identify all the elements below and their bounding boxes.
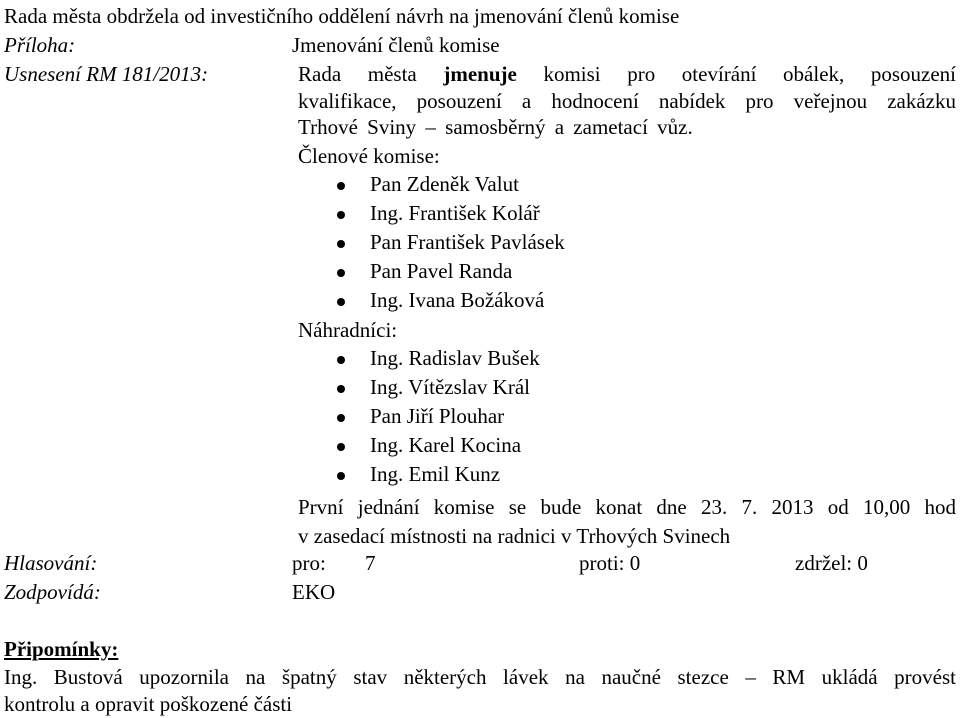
voting-label: Hlasování: [4, 551, 98, 575]
list-item: Pan Jiří Plouhar [370, 404, 505, 428]
responsible-label: Zodpovídá: [4, 580, 101, 604]
remarks-line-2: kontrolu a opravit poškozené části [4, 692, 293, 716]
list-item: Ing. Vítězslav Král [370, 375, 530, 399]
attachment-label: Příloha: [4, 33, 76, 57]
bullet-icon [337, 240, 345, 248]
list-item: Ing. Emil Kunz [370, 462, 501, 486]
voting-against: proti: 0 [579, 551, 641, 575]
list-item: Pan František Pavlásek [370, 230, 565, 254]
list-item: Pan Pavel Randa [370, 259, 513, 283]
responsible-value: EKO [292, 580, 336, 604]
voting-for-label: pro: [292, 551, 326, 575]
bullet-icon [337, 443, 345, 451]
substitutes-heading: Náhradníci: [298, 318, 398, 342]
meeting-line-1: První jednání komise se bude konat dne 23. 7. 2013 od 10,00 hod [298, 495, 956, 519]
remarks-heading: Připomínky: [4, 637, 119, 661]
bullet-icon [337, 414, 345, 422]
members-heading: Členové komise: [298, 144, 440, 168]
voting-for-value: 7 [365, 551, 376, 575]
list-item: Ing. Ivana Božáková [370, 288, 545, 312]
meeting-line-2: v zasedací místnosti na radnici v Trhových Svinech [298, 524, 731, 548]
voting-abstain: zdržel: 0 [795, 551, 868, 575]
bullet-icon [337, 182, 345, 190]
attachment-value: Jmenování členů komise [292, 33, 500, 57]
resolution-line-3: Trhové Sviny – samosběrný a zametací vůz. [298, 115, 693, 139]
resolution-label: Usnesení RM 181/2013: [4, 62, 209, 86]
bullet-icon [337, 472, 345, 480]
resolution-line-1 [298, 64, 956, 85]
bullet-icon [337, 269, 345, 277]
resolution-prefix: Rada města [298, 62, 417, 86]
bullet-icon [337, 298, 345, 306]
resolution-keyword: jmenuje [443, 62, 517, 86]
bullet-icon [337, 356, 345, 364]
intro-text: Rada města obdržela od investičního oddělení návrh na jmenování členů komise [4, 4, 680, 28]
bullet-icon [337, 211, 345, 219]
list-item: Pan Zdeněk Valut [370, 172, 519, 196]
list-item: Ing. Karel Kocina [370, 433, 522, 457]
resolution-line-2: kvalifikace, posouzení a hodnocení nabídek pro veřejnou zakázku [298, 89, 956, 113]
resolution-suffix: komisi pro otevírání obálek, posouzení [543, 62, 957, 86]
remarks-line-1: Ing. Bustová upozornila na špatný stav některých lávek na naučné stezce – RM ukládá provést [4, 665, 956, 689]
list-item: Ing. Radislav Bušek [370, 346, 540, 370]
bullet-icon [337, 385, 345, 393]
list-item: Ing. František Kolář [370, 201, 540, 225]
